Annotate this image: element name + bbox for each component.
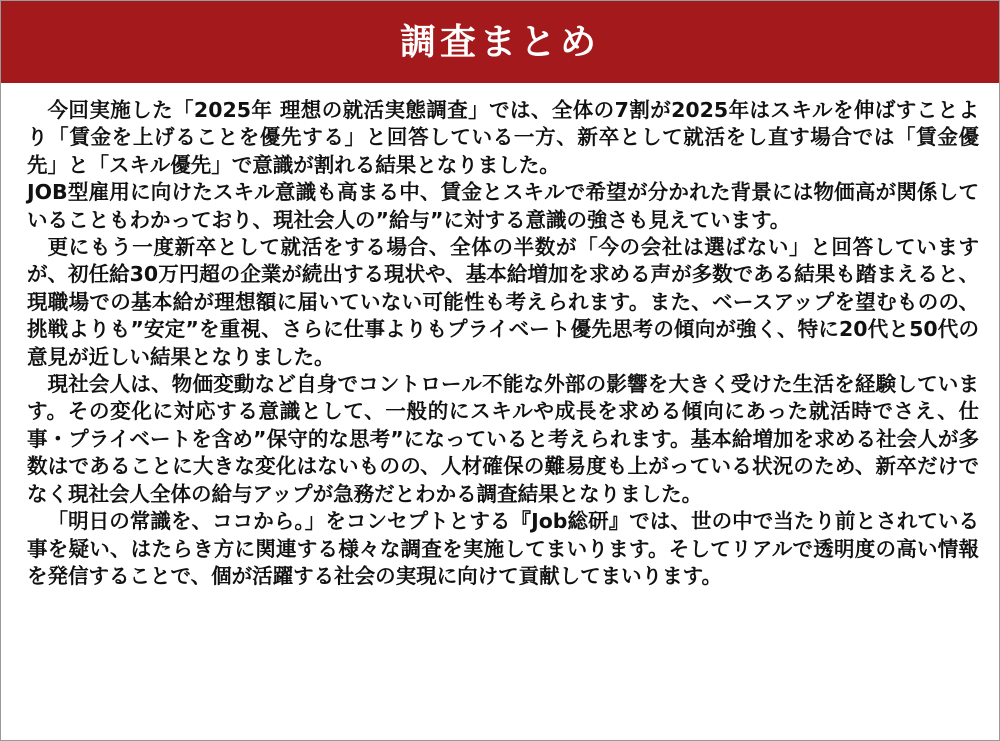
paragraph-job-type-employment: JOB型雇用に向けたスキル意識も高まる中、賃金とスキルで希望が分かれた背景には物価高が関係していることもわかっており、現社会人の”給与”に対する意識の強さも見えています。 bbox=[27, 180, 979, 232]
page-title: 調査まとめ bbox=[399, 21, 600, 63]
summary-body bbox=[27, 97, 979, 590]
paragraph-rejob-hunting: 更にもう一度新卒として就活をする場合、全体の半数が「今の会社は選ばない」と回答していますが、初任給30万円超の企業が続出する現状や、基本給増加を求める声が多数である結果も踏まえると、現職場での基本給が理想額に届いていない可能性も考えられます。また、ベースアップを望むものの、挑戦よりも”安定”を重視、さらに仕事よりもプライベート優先思考の傾向が強く、特に20代と50代の意見が近しい結果となりました。 bbox=[27, 235, 979, 369]
paragraph-current-workers: 現社会人は、物価変動など自身でコントロール不能な外部の影響を大きく受けた生活を経験しています。その変化に対応する意識として、一般的にスキルや成長を求める傾向にあった就活時でさえ、仕事・プライベートを含め”保守的な思考”になっていると考えられます。基本給増加を求める社会人が多数はであることに大きな変化はないものの、人材確保の難易度も上がっている状況のため、新卒だけでなく現社会人全体の給与アップが急務だとわかる調査結果となりました。 bbox=[27, 372, 979, 506]
paragraph-survey-result: 今回実施した「2025年 理想の就活実態調査」では、全体の7割が2025年はスキルを伸ばすことより「賃金を上げることを優先する」と回答している一方、新卒として就活をし直す場合では「賃金優先」と「スキル優先」で意識が割れる結果となりました。 bbox=[27, 98, 979, 177]
title-banner bbox=[1, 1, 999, 83]
paragraph-job-soken: 「明日の常識を、ココから。」をコンセプトとする『Job総研』では、世の中で当たり前とされている事を疑い、はたらき方に関連する様々な調査を実施してまいります。そしてリアルで透明度の高い情報を発信することで、個が活躍する社会の実現に向けて貢献してまいります。 bbox=[27, 509, 979, 588]
